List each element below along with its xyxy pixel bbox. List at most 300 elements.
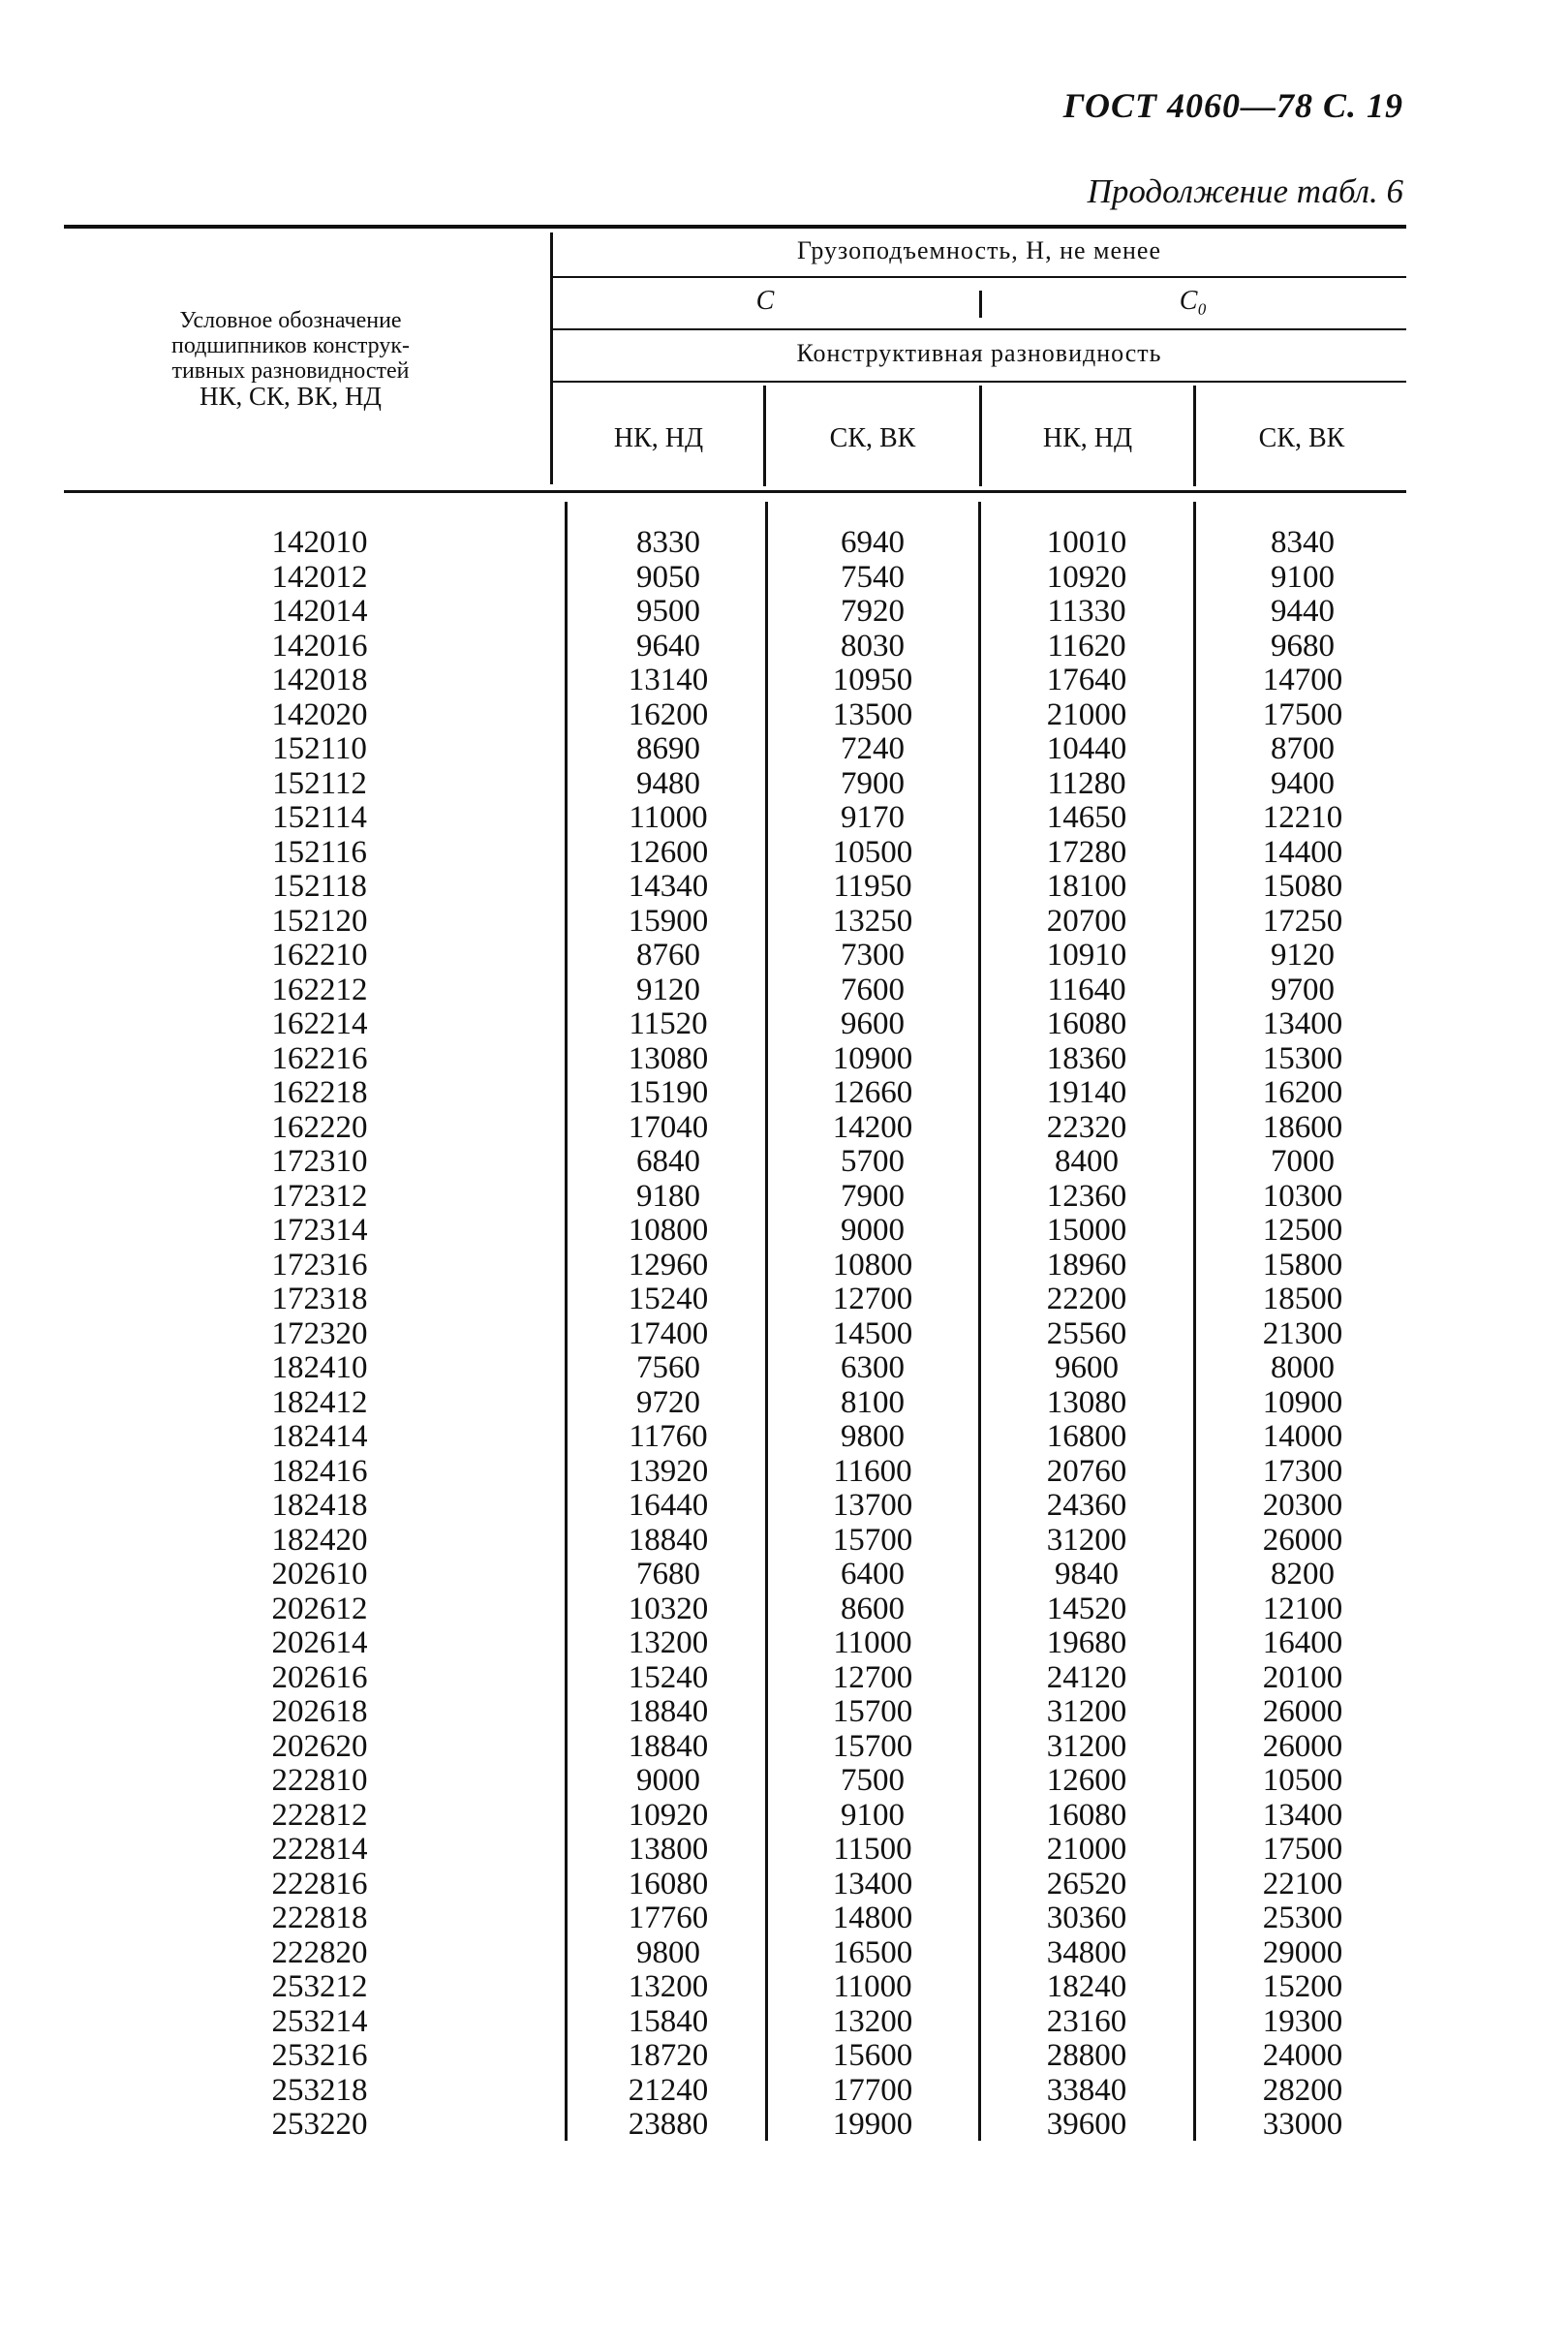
table-row xyxy=(0,1764,1568,1798)
c0-label: C₀ xyxy=(1179,286,1208,316)
c-nk-nd-cell: 12960 xyxy=(628,1247,709,1283)
table-row xyxy=(0,664,1568,697)
c-nk-nd-cell: 8330 xyxy=(636,525,700,560)
c0-sk-vk-cell: 9120 xyxy=(1271,938,1335,973)
c-sk-vk-cell: 14500 xyxy=(832,1315,913,1351)
col-label-c0-sk: СК, ВК xyxy=(1258,423,1345,453)
c0-sk-vk-cell: 13400 xyxy=(1262,1797,1343,1833)
table-row xyxy=(0,939,1568,973)
c-nk-nd-cell: 11000 xyxy=(629,800,708,835)
c0-nk-nd-cell: 16080 xyxy=(1046,1797,1127,1833)
designation-cell: 162214 xyxy=(271,1006,368,1041)
c0-sk-vk-cell: 15200 xyxy=(1262,1969,1343,2004)
c0-sk-vk-cell: 12500 xyxy=(1262,1213,1343,1248)
designation-cell: 152110 xyxy=(272,731,367,766)
c0-nk-nd-cell: 31200 xyxy=(1046,1522,1127,1558)
table-row xyxy=(0,1386,1568,1420)
c-nk-nd-cell: 6840 xyxy=(636,1144,700,1179)
c-sk-vk-cell: 14200 xyxy=(832,1109,913,1145)
table-row xyxy=(0,2005,1568,2039)
c0-sk-vk-cell: 18500 xyxy=(1262,1282,1343,1316)
col-divider-1 xyxy=(763,386,766,486)
table-row xyxy=(0,836,1568,870)
page-header: ГОСТ 4060—78 С. 19 xyxy=(1062,86,1403,125)
table-row xyxy=(0,2074,1568,2108)
table-row xyxy=(0,1901,1568,1935)
c0-nk-nd-cell: 10440 xyxy=(1046,731,1127,766)
c-sk-vk-cell: 8030 xyxy=(841,628,905,664)
c0-nk-nd-cell: 14520 xyxy=(1046,1591,1127,1626)
c-sk-vk-cell: 8100 xyxy=(841,1384,905,1420)
c0-nk-nd-cell: 31200 xyxy=(1046,1694,1127,1729)
table-row xyxy=(0,1592,1568,1626)
table-row xyxy=(0,1317,1568,1351)
c-sk-vk-cell: 6400 xyxy=(841,1557,905,1592)
c-sk-vk-cell: 13400 xyxy=(832,1866,913,1901)
c-nk-nd-cell: 16440 xyxy=(628,1488,709,1523)
c0-nk-nd-cell: 12360 xyxy=(1046,1178,1127,1214)
c-nk-nd-cell: 12600 xyxy=(628,834,709,870)
c0-sk-vk-cell: 10500 xyxy=(1262,1763,1343,1798)
table-row xyxy=(0,1145,1568,1179)
col-label-c-nk: НК, НД xyxy=(613,423,704,453)
c0-nk-nd-cell: 39600 xyxy=(1046,2107,1127,2142)
c0-sk-vk-cell: 18600 xyxy=(1262,1109,1343,1145)
designation-cell: 142018 xyxy=(271,663,368,697)
table-row xyxy=(0,1042,1568,1076)
c0-sk-vk-cell: 17300 xyxy=(1262,1453,1343,1489)
c-sk-vk-cell: 13500 xyxy=(832,696,913,732)
table-row xyxy=(0,1420,1568,1454)
c0-nk-nd-cell: 15000 xyxy=(1046,1213,1127,1248)
c0-nk-nd-cell: 25560 xyxy=(1046,1315,1127,1351)
designation-cell: 162212 xyxy=(271,972,368,1007)
c0-sk-vk-cell: 12100 xyxy=(1262,1591,1343,1626)
header-bottom-rule xyxy=(64,490,1406,493)
c0-nk-nd-cell: 24120 xyxy=(1046,1659,1127,1695)
table-row xyxy=(0,1249,1568,1283)
c-nk-nd-cell: 9500 xyxy=(636,594,700,629)
c-nk-nd-cell: 9640 xyxy=(636,628,700,664)
c-nk-nd-cell: 7680 xyxy=(636,1557,700,1592)
c-nk-nd-cell: 10320 xyxy=(628,1591,709,1626)
c-sk-vk-cell: 9100 xyxy=(841,1797,905,1833)
c-sk-vk-cell: 10500 xyxy=(832,834,913,870)
c0-sk-vk-cell: 26000 xyxy=(1262,1694,1343,1729)
c0-nk-nd-cell: 10910 xyxy=(1046,938,1127,973)
header-rule-2 xyxy=(552,328,1406,330)
table-row xyxy=(0,561,1568,595)
c-nk-nd-cell: 13140 xyxy=(628,663,709,697)
c0-nk-nd-cell: 14650 xyxy=(1046,800,1127,835)
c0-nk-nd-cell: 8400 xyxy=(1055,1144,1119,1179)
c-sk-vk-cell: 13250 xyxy=(832,903,913,939)
c-sk-vk-cell: 7900 xyxy=(841,1178,905,1214)
c-sk-vk-cell: 9170 xyxy=(841,800,905,835)
designation-cell: 222818 xyxy=(271,1901,368,1935)
c-nk-nd-cell: 18840 xyxy=(628,1728,709,1764)
designation-cell: 172310 xyxy=(271,1144,368,1179)
table-row xyxy=(0,698,1568,732)
designation-cell: 182416 xyxy=(271,1453,368,1489)
c0-sk-vk-cell: 9680 xyxy=(1271,628,1335,664)
c0-nk-nd-cell: 30360 xyxy=(1046,1901,1127,1935)
designation-cell: 172312 xyxy=(271,1178,368,1214)
c-sk-vk-cell: 14800 xyxy=(832,1901,913,1935)
table-row xyxy=(0,732,1568,766)
designation-cell: 152112 xyxy=(272,765,367,801)
c0-nk-nd-cell: 11640 xyxy=(1047,972,1126,1007)
c-sk-vk-cell: 15600 xyxy=(832,2038,913,2073)
c0-sk-vk-cell: 15300 xyxy=(1262,1040,1343,1076)
table-row xyxy=(0,1180,1568,1214)
designation-cell: 202616 xyxy=(271,1659,368,1695)
c-sk-vk-cell: 7240 xyxy=(841,731,905,766)
c-sk-vk-cell: 7900 xyxy=(841,765,905,801)
c0-sk-vk-cell: 26000 xyxy=(1262,1728,1343,1764)
c0-sk-vk-cell: 29000 xyxy=(1262,1934,1343,1970)
designation-cell: 152120 xyxy=(271,903,368,939)
c-sk-vk-cell: 11950 xyxy=(833,869,912,904)
c0-nk-nd-cell: 10010 xyxy=(1046,525,1127,560)
c0-nk-nd-cell: 17280 xyxy=(1046,834,1127,870)
designation-cell: 162216 xyxy=(271,1040,368,1076)
table-row xyxy=(0,1489,1568,1523)
c-nk-nd-cell: 17760 xyxy=(628,1901,709,1935)
designation-cell: 222810 xyxy=(271,1763,368,1798)
designation-cell: 202620 xyxy=(271,1728,368,1764)
table-row xyxy=(0,526,1568,560)
designation-cell: 253216 xyxy=(271,2038,368,2073)
table-row xyxy=(0,2039,1568,2073)
c-sk-vk-cell: 12700 xyxy=(832,1659,913,1695)
table-row xyxy=(0,1283,1568,1316)
c-sk-vk-cell: 9000 xyxy=(841,1213,905,1248)
stub-header-line: тивных разновидностей xyxy=(171,358,410,384)
designation-cell: 152114 xyxy=(272,800,367,835)
designation-cell: 253218 xyxy=(271,2072,368,2108)
table-row xyxy=(0,1936,1568,1970)
c0-nk-nd-cell: 34800 xyxy=(1046,1934,1127,1970)
c-sk-vk-cell: 17700 xyxy=(832,2072,913,2108)
designation-cell: 202610 xyxy=(271,1557,368,1592)
c0-nk-nd-cell: 18960 xyxy=(1046,1247,1127,1283)
c-nk-nd-cell: 13200 xyxy=(628,1969,709,2004)
c-sk-vk-cell: 9600 xyxy=(841,1006,905,1041)
c-nk-nd-cell: 13080 xyxy=(628,1040,709,1076)
c0-nk-nd-cell: 13080 xyxy=(1046,1384,1127,1420)
stub-header-line: Условное обозначение xyxy=(179,308,402,333)
c-sk-vk-cell: 7500 xyxy=(841,1763,905,1798)
table-row xyxy=(0,1455,1568,1489)
table-row xyxy=(0,1558,1568,1592)
designation-cell: 222814 xyxy=(271,1832,368,1867)
c0-sk-vk-cell: 24000 xyxy=(1262,2038,1343,2073)
c-nk-nd-cell: 16080 xyxy=(628,1866,709,1901)
c-sk-vk-cell: 13700 xyxy=(832,1488,913,1523)
c0-nk-nd-cell: 17640 xyxy=(1046,663,1127,697)
designation-cell: 182418 xyxy=(271,1488,368,1523)
variety-header: Конструктивная разновидность xyxy=(796,339,1162,367)
c0-sk-vk-cell: 14000 xyxy=(1262,1419,1343,1454)
c0-sk-vk-cell: 10300 xyxy=(1262,1178,1343,1214)
c-sk-vk-cell: 8600 xyxy=(841,1591,905,1626)
c0-nk-nd-cell: 11280 xyxy=(1047,765,1126,801)
c0-sk-vk-cell: 17500 xyxy=(1262,1832,1343,1867)
designation-cell: 182414 xyxy=(271,1419,368,1454)
c-sk-vk-cell: 11000 xyxy=(833,1969,912,2004)
c0-nk-nd-cell: 24360 xyxy=(1046,1488,1127,1523)
c0-nk-nd-cell: 10920 xyxy=(1046,559,1127,595)
designation-cell: 182420 xyxy=(271,1522,368,1558)
c-nk-nd-cell: 13800 xyxy=(628,1832,709,1867)
designation-cell: 253212 xyxy=(271,1969,368,2004)
c0-sk-vk-cell: 16200 xyxy=(1262,1075,1343,1110)
designation-cell: 253220 xyxy=(271,2107,368,2142)
c-sk-vk-cell: 5700 xyxy=(841,1144,905,1179)
designation-cell: 202614 xyxy=(271,1625,368,1660)
c-nk-nd-cell: 9720 xyxy=(636,1384,700,1420)
col-divider-3 xyxy=(1193,386,1196,486)
c0-sk-vk-cell: 28200 xyxy=(1262,2072,1343,2108)
c0-nk-nd-cell: 19140 xyxy=(1046,1075,1127,1110)
c0-sk-vk-cell: 13400 xyxy=(1262,1006,1343,1041)
c-sk-vk-cell: 11000 xyxy=(833,1625,912,1660)
table-row xyxy=(0,1524,1568,1558)
c-nk-nd-cell: 8690 xyxy=(636,731,700,766)
designation-cell: 142020 xyxy=(271,696,368,732)
designation-cell: 152118 xyxy=(272,869,367,904)
table-row xyxy=(0,2108,1568,2142)
c-sk-vk-cell: 11600 xyxy=(833,1453,912,1489)
designation-cell: 222812 xyxy=(271,1797,368,1833)
c0-nk-nd-cell: 16800 xyxy=(1046,1419,1127,1454)
c-sk-vk-cell: 7920 xyxy=(841,594,905,629)
c-sk-vk-cell: 9800 xyxy=(841,1419,905,1454)
c-nk-nd-cell: 15240 xyxy=(628,1659,709,1695)
c-nk-nd-cell: 11520 xyxy=(629,1006,708,1041)
table-row xyxy=(0,1214,1568,1248)
table-row xyxy=(0,595,1568,629)
c-nk-nd-cell: 15840 xyxy=(628,2003,709,2039)
designation-cell: 172320 xyxy=(271,1315,368,1351)
c-nk-nd-cell: 15900 xyxy=(628,903,709,939)
table-row xyxy=(0,1730,1568,1764)
c-sk-vk-cell: 6300 xyxy=(841,1350,905,1385)
c0-nk-nd-cell: 18100 xyxy=(1046,869,1127,904)
designation-cell: 253214 xyxy=(271,2003,368,2039)
c0-sk-vk-cell: 9100 xyxy=(1271,559,1335,595)
designation-cell: 202618 xyxy=(271,1694,368,1729)
c-nk-nd-cell: 8760 xyxy=(636,938,700,973)
c0-nk-nd-cell: 9600 xyxy=(1055,1350,1119,1385)
c-sk-vk-cell: 19900 xyxy=(832,2107,913,2142)
c0-nk-nd-cell: 33840 xyxy=(1046,2072,1127,2108)
table-row xyxy=(0,801,1568,835)
c0-sk-vk-cell: 7000 xyxy=(1271,1144,1335,1179)
c0-nk-nd-cell: 11330 xyxy=(1047,594,1126,629)
c-nk-nd-cell: 9800 xyxy=(636,1934,700,1970)
c0-sk-vk-cell: 15800 xyxy=(1262,1247,1343,1283)
c0-nk-nd-cell: 16080 xyxy=(1046,1006,1127,1041)
table-row xyxy=(0,1970,1568,2004)
c0-nk-nd-cell: 18240 xyxy=(1046,1969,1127,2004)
designation-cell: 162218 xyxy=(271,1075,368,1110)
c0-nk-nd-cell: 18360 xyxy=(1046,1040,1127,1076)
c-nk-nd-cell: 9050 xyxy=(636,559,700,595)
c0-sk-vk-cell: 12210 xyxy=(1262,800,1343,835)
c-sk-vk-cell: 15700 xyxy=(832,1522,913,1558)
designation-cell: 182412 xyxy=(271,1384,368,1420)
c-nk-nd-cell: 21240 xyxy=(628,2072,709,2108)
c-sk-vk-cell: 15700 xyxy=(832,1694,913,1729)
c0-sk-vk-cell: 10900 xyxy=(1262,1384,1343,1420)
designation-cell: 182410 xyxy=(271,1350,368,1385)
col-label-c0-nk: НК, НД xyxy=(1042,423,1133,453)
table-row xyxy=(0,1799,1568,1833)
header-rule-3 xyxy=(552,381,1406,383)
designation-cell: 142016 xyxy=(271,628,368,664)
c-label: C xyxy=(755,286,775,316)
c-nk-nd-cell: 10800 xyxy=(628,1213,709,1248)
c0-sk-vk-cell: 9400 xyxy=(1271,765,1335,801)
c-nk-nd-cell: 15190 xyxy=(628,1075,709,1110)
c-sk-vk-cell: 15700 xyxy=(832,1728,913,1764)
table-row xyxy=(0,1626,1568,1660)
table-row xyxy=(0,1661,1568,1695)
c-nk-nd-cell: 13200 xyxy=(628,1625,709,1660)
c0-nk-nd-cell: 26520 xyxy=(1046,1866,1127,1901)
designation-cell: 152116 xyxy=(272,834,367,870)
stub-header-line: подшипников конструк- xyxy=(170,333,411,358)
table-row xyxy=(0,1351,1568,1385)
c0-sk-vk-cell: 8700 xyxy=(1271,731,1335,766)
c0-nk-nd-cell: 20700 xyxy=(1046,903,1127,939)
c0-nk-nd-cell: 21000 xyxy=(1046,696,1127,732)
c-nk-nd-cell: 14340 xyxy=(628,869,709,904)
c0-nk-nd-cell: 28800 xyxy=(1046,2038,1127,2073)
c-sk-vk-cell: 12700 xyxy=(832,1282,913,1316)
c-nk-nd-cell: 9480 xyxy=(636,765,700,801)
c0-sk-vk-cell: 14400 xyxy=(1262,834,1343,870)
designation-cell: 142010 xyxy=(271,525,368,560)
c0-sk-vk-cell: 8000 xyxy=(1271,1350,1335,1385)
c0-sk-vk-cell: 33000 xyxy=(1262,2107,1343,2142)
stub-header-line: НК, СК, ВК, НД xyxy=(200,382,382,411)
c-nk-nd-cell: 13920 xyxy=(628,1453,709,1489)
c0-sk-vk-cell: 17500 xyxy=(1262,696,1343,732)
c0-nk-nd-cell: 20760 xyxy=(1046,1453,1127,1489)
designation-cell: 222820 xyxy=(271,1934,368,1970)
c-nk-nd-cell: 11760 xyxy=(629,1419,708,1454)
table-row xyxy=(0,767,1568,801)
c-nk-nd-cell: 18840 xyxy=(628,1694,709,1729)
c-sk-vk-cell: 11500 xyxy=(833,1832,912,1867)
designation-cell: 222816 xyxy=(271,1866,368,1901)
c0-nk-nd-cell: 22320 xyxy=(1046,1109,1127,1145)
c0-nk-nd-cell: 31200 xyxy=(1046,1728,1127,1764)
c-sk-vk-cell: 13200 xyxy=(832,2003,913,2039)
c0-nk-nd-cell: 12600 xyxy=(1046,1763,1127,1798)
designation-cell: 142012 xyxy=(271,559,368,595)
c0-sk-vk-cell: 8200 xyxy=(1271,1557,1335,1592)
table-row xyxy=(0,905,1568,939)
table-row xyxy=(0,1007,1568,1041)
table-row xyxy=(0,630,1568,664)
c-sk-vk-cell: 10950 xyxy=(832,663,913,697)
c0-sk-vk-cell: 8340 xyxy=(1271,525,1335,560)
designation-cell: 142014 xyxy=(271,594,368,629)
c-nk-nd-cell: 18720 xyxy=(628,2038,709,2073)
table-row xyxy=(0,1833,1568,1867)
header-rule-1 xyxy=(552,276,1406,278)
designation-cell: 172318 xyxy=(271,1282,368,1316)
c0-sk-vk-cell: 26000 xyxy=(1262,1522,1343,1558)
c0-sk-vk-cell: 20100 xyxy=(1262,1659,1343,1695)
c0-sk-vk-cell: 21300 xyxy=(1262,1315,1343,1351)
c-nk-nd-cell: 15240 xyxy=(628,1282,709,1316)
stub-header xyxy=(87,308,494,409)
c0-sk-vk-cell: 22100 xyxy=(1262,1866,1343,1901)
c0-sk-vk-cell: 9700 xyxy=(1271,972,1335,1007)
table-row xyxy=(0,870,1568,904)
c0-sk-vk-cell: 9440 xyxy=(1271,594,1335,629)
c-nk-nd-cell: 23880 xyxy=(628,2107,709,2142)
c0-sk-vk-cell: 16400 xyxy=(1262,1625,1343,1660)
c0-sk-vk-cell: 20300 xyxy=(1262,1488,1343,1523)
designation-cell: 202612 xyxy=(271,1591,368,1626)
table-row xyxy=(0,1111,1568,1145)
c-nk-nd-cell: 9180 xyxy=(636,1178,700,1214)
c-sk-vk-cell: 7600 xyxy=(841,972,905,1007)
c-nk-nd-cell: 17400 xyxy=(628,1315,709,1351)
c-nk-nd-cell: 17040 xyxy=(628,1109,709,1145)
c-sk-vk-cell: 12660 xyxy=(832,1075,913,1110)
c-sk-vk-cell: 6940 xyxy=(841,525,905,560)
designation-cell: 172314 xyxy=(271,1213,368,1248)
col-label-c-sk: СК, ВК xyxy=(829,423,916,453)
c0-sk-vk-cell: 14700 xyxy=(1262,663,1343,697)
designation-cell: 172316 xyxy=(271,1247,368,1283)
c-nk-nd-cell: 9120 xyxy=(636,972,700,1007)
c-sk-vk-cell: 7300 xyxy=(841,938,905,973)
c0-nk-nd-cell: 23160 xyxy=(1046,2003,1127,2039)
c-sk-vk-cell: 10900 xyxy=(832,1040,913,1076)
table-top-rule xyxy=(64,225,1406,229)
c-nk-nd-cell: 9000 xyxy=(636,1763,700,1798)
c-sk-vk-cell: 10800 xyxy=(832,1247,913,1283)
c0-sk-vk-cell: 19300 xyxy=(1262,2003,1343,2039)
capacity-group-header: Грузоподъемность, Н, не менее xyxy=(796,236,1162,264)
c0-sk-vk-cell: 17250 xyxy=(1262,903,1343,939)
table-row xyxy=(0,1695,1568,1729)
table-row xyxy=(0,1868,1568,1901)
c-nk-nd-cell: 16200 xyxy=(628,696,709,732)
c-sk-vk-cell: 7540 xyxy=(841,559,905,595)
designation-cell: 162220 xyxy=(271,1109,368,1145)
designation-cell: 162210 xyxy=(271,938,368,973)
c-nk-nd-cell: 7560 xyxy=(636,1350,700,1385)
c-nk-nd-cell: 18840 xyxy=(628,1522,709,1558)
c-nk-nd-cell: 10920 xyxy=(628,1797,709,1833)
c0-nk-nd-cell: 21000 xyxy=(1046,1832,1127,1867)
table-row xyxy=(0,974,1568,1007)
c0-sk-vk-cell: 15080 xyxy=(1262,869,1343,904)
table-row xyxy=(0,1076,1568,1110)
c0-sk-vk-cell: 25300 xyxy=(1262,1901,1343,1935)
c0-nk-nd-cell: 19680 xyxy=(1046,1625,1127,1660)
c0-nk-nd-cell: 11620 xyxy=(1047,628,1126,664)
